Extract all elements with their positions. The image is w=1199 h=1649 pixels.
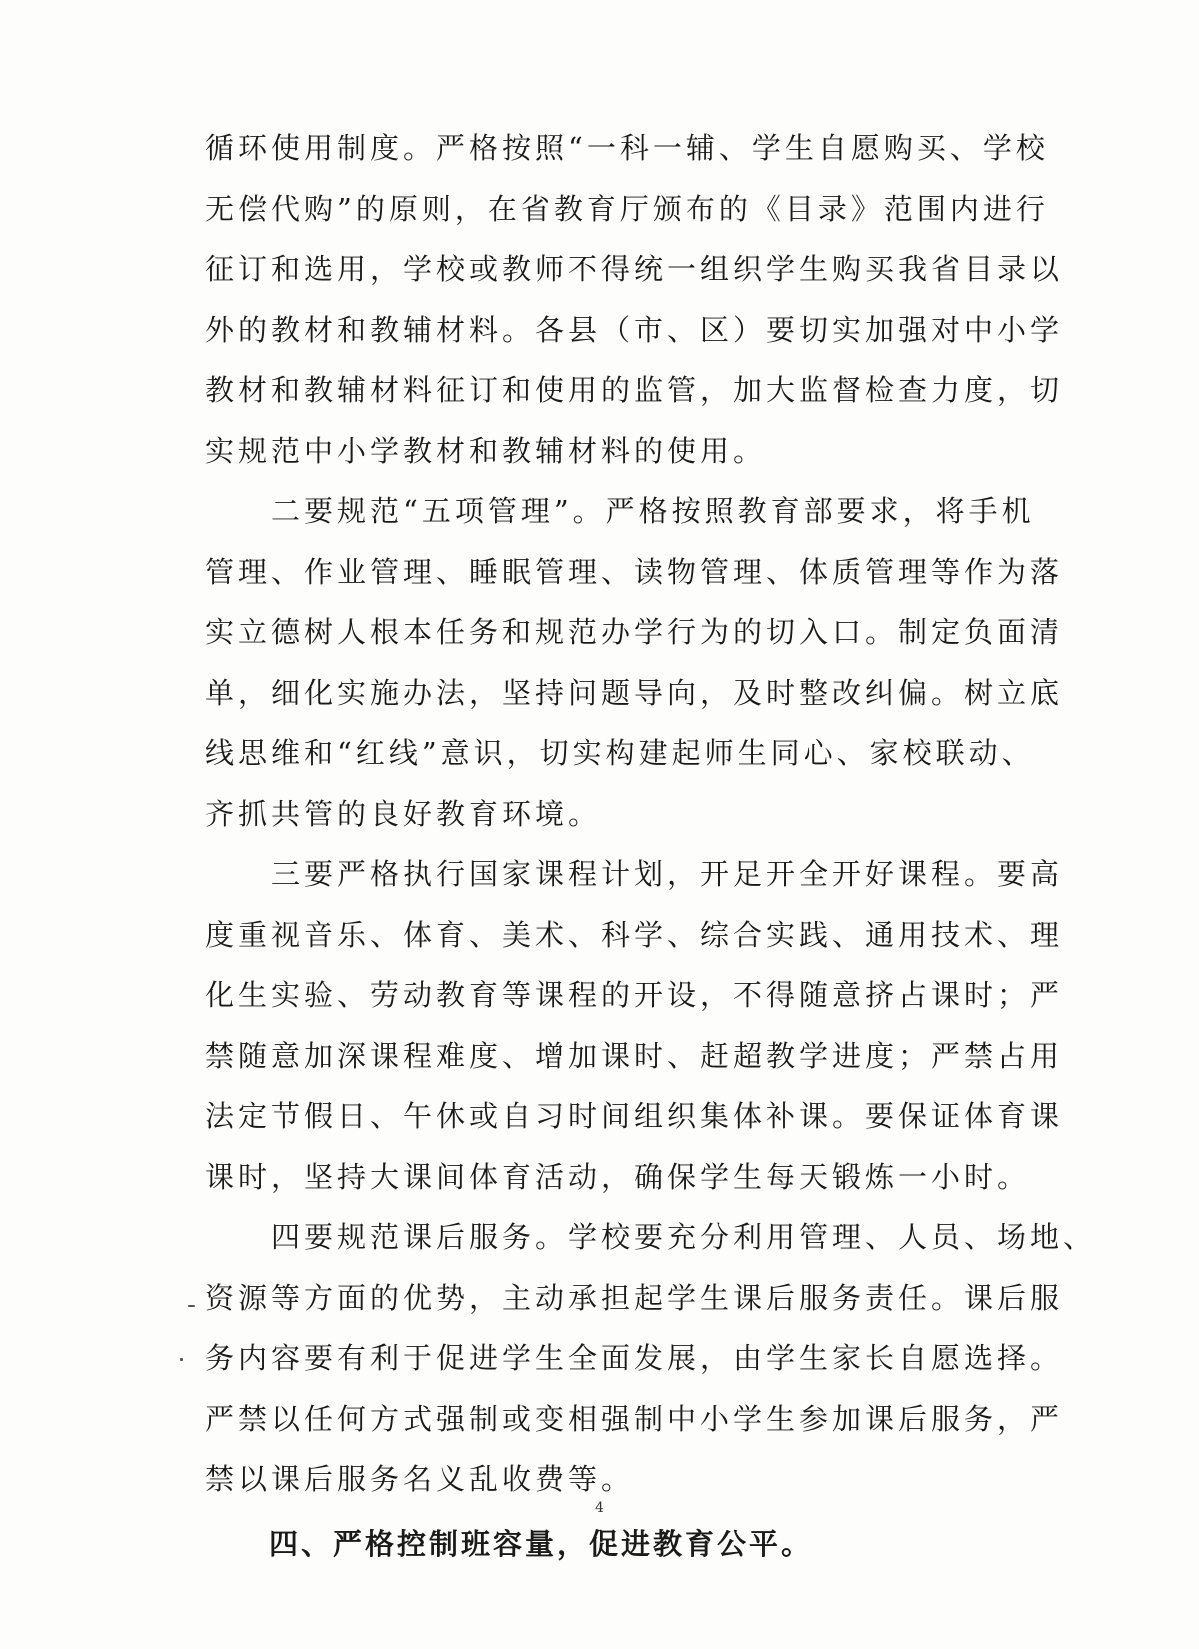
- scan-speck: [188, 1305, 195, 1307]
- text-line: 教材和教辅材料征订和使用的监管，加大监督检查力度，切: [205, 373, 1064, 407]
- text-line: 无偿代购”的原则，在省教育厅颁布的《目录》范围内进行: [205, 191, 1049, 226]
- text-line: 禁以课后服务名义乱收费等。: [205, 1462, 635, 1496]
- text-line: 线思维和“红线”意识，切实构建起师生同心、家校联动、: [205, 736, 1035, 770]
- text-line: 二要规范“五项管理”。严格按照教育部要求，将手机: [205, 494, 1035, 528]
- scan-speck: [180, 1358, 183, 1361]
- text-line: 禁随意加深课程难度、增加课时、赶超教学进度；严禁占用: [205, 1038, 1064, 1073]
- text-line: 度重视音乐、体育、美术、科学、综合实践、通用技术、理: [205, 917, 1064, 952]
- text-line: 齐抓共管的良好教育环境。: [205, 796, 602, 831]
- text-line: 严禁以任何方式强制或变相强制中小学生参加课后服务，严: [205, 1401, 1064, 1436]
- text-line: 化生实验、劳动教育等课程的开设，不得随意挤占课时；严: [205, 978, 1064, 1012]
- text-line: 征订和选用，学校或教师不得统一组织学生购买我省目录以: [205, 252, 1064, 286]
- section-heading: 四、严格控制班容量，促进教育公平。: [205, 1526, 814, 1561]
- text-line: 实立德树人根本任务和规范办学行为的切入口。制定负面清: [205, 615, 1064, 649]
- text-line: 单，细化实施办法，坚持问题导向，及时整改纠偏。树立底: [205, 675, 1064, 710]
- text-line: 实规范中小学教材和教辅材料的使用。: [205, 433, 767, 468]
- text-line: 课时，坚持大课间体育活动，确保学生每天锻炼一小时。: [205, 1159, 1031, 1194]
- text-line: 资源等方面的优势，主动承担起学生课后服务责任。课后服: [205, 1280, 1064, 1315]
- text-line: 外的教材和教辅材料。各县（市、区）要切实加强对中小学: [205, 312, 1064, 347]
- text-line: 管理、作业管理、睡眠管理、读物管理、体质管理等作为落: [205, 554, 1064, 589]
- text-line: 法定节假日、午休或自习时间组织集体补课。要保证体育课: [205, 1099, 1064, 1133]
- text-line: 四要规范课后服务。学校要充分利用管理、人员、场地、: [205, 1220, 1097, 1254]
- text-line: 务内容要有利于促进学生全面发展，由学生家长自愿选择。: [205, 1341, 1064, 1375]
- text-line: 循环使用制度。严格按照“一科一辅、学生自愿购买、学校: [205, 131, 1049, 165]
- text-line: 三要严格执行国家课程计划，开足开全开好课程。要高: [205, 857, 1064, 891]
- body-text: [205, 118, 1097, 1574]
- page-number: 4: [595, 1500, 604, 1516]
